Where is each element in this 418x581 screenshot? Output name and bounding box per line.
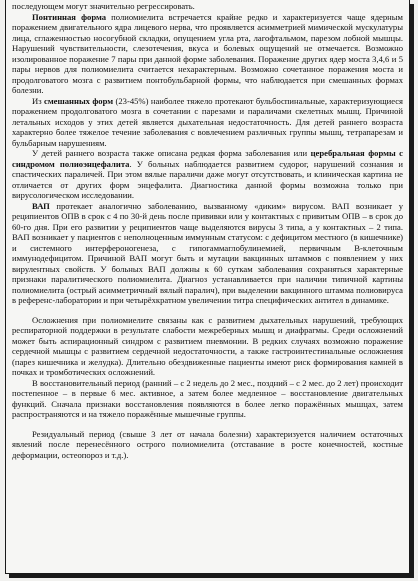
paragraph-recovery-period: В восстановительный период (ранний – с 2 недель до 2 мес., поздний – с 2 мес. до 2 лет) происходит постепенное – в первые 6 мес. активное, а затем более медленное – восстановление двигательных функций. Сначала признаки восстановления появляются в более легко поражённых мышцах, затем распространяются и на тяжело поражённые мышечные группы. — [12, 377, 403, 419]
paragraph-cerebral-form: У детей раннего возраста также описана редкая форма заболевания или церебральная формы с синдромом полиоэнцефалита. У больных наблюдается развитием судорог, нарушений сознания и спастических параличей. При этом вялые параличи даже могут отсутствовать, и клиническая картина не отличается от других форм энцефалита. Диагностика данной формы возможна только при вирусологическом исследовании. — [12, 148, 404, 200]
paragraph-mixed-forms: Из смешанных форм (23-45%) наиболее тяжело протекают бульбоспинальные, характеризующиеся поражением продолговатого мозга в сочетании с парезами и параличами скелетных мышц. Причиной летальных исходов у этих детей является дыхательная недостаточность. Для детей раннего возраста характерно более тяжелое течение заболевания с вовлечением различных группы мышц, тетрапарезам и бульбарным нарушениям. — [12, 95, 403, 148]
paragraph-intro: последующем могут значительно регрессировать. — [12, 1, 195, 11]
paragraph-pontine-form: Понтинная форма полиомиелита встречается крайне редко и характеризуется чаще ядерным поражением двигательного ядра лицевого нерва, что проявляется асимметрией мимической мускулатуры лица, сглаженностью носогубной складки, опущением угла рта, лагофтальмом, парезом лобной мышцы. Нарушений чувствительности, слезотечения, вкуса и болевых ощущений не отмечается. Возможно изолированное поражение 7 пары при данной форме заболевания. Поражение других ядер моста 3,4,6 и 5 пары нервов для полиомиелита считается нехарактерным. Возможно сочетанное поражения моста и продолговатого мозга с развитием понтобульбарной формы, что наблюдается при смешанных формах болезни. — [12, 11, 403, 95]
page-shadow-right — [410, 4, 414, 578]
paragraph-vap: ВАП протекает аналогично заболеванию, вызванному «диким» вирусом. ВАП возникает у реципиентов ОПВ в срок с 4 по 30-й день после прививки или у контактных с привитым ОПВ – в срок до 60-го дня. При его развитии у реципиентов чаще выделяются вирусы 3 типа, а у контактных – 2 типа. ВАП возникает у пациентов с неполноценным иммунным статусом: с дефицитом местного (в кишечнике) и системного интерфероногенеза, с гипогаммаглобулинемией, первичным В-клеточным иммунодефицитом. Причиной ВАП могут быть и мутации вакцинных штаммов с появлением у них вирулентных свойств. У больных ВАП должны к 60 суткам заболевания сохраняться характерные признаки паралитического полиомиелита. Диагноз устанавливается при наличии типичной картины полиомиелита (острый асимметричный вялый паралич), при выделении вакцинного штамма полиовируса в референс-лаборатории и при четырёхкратном увеличении титра специфических антител в динамике. — [12, 200, 403, 305]
paragraph-residual-period: Резидуальный период (свыше 3 лет от начала болезни) характеризуется наличием остаточных явлений после перенесённого острого полиомиелита (отставание в росте конечностей, костные деформации, остеопороз и т.д.). — [12, 428, 403, 460]
term-cerebral-form: церебральная формы с синдромом полиоэнцефалита — [12, 148, 404, 169]
term-mixed-forms: смешанных форм — [44, 95, 114, 106]
paragraph-complications: Осложнения при полиомиелите связаны как с развитием дыхательных нарушений, требующих респираторной поддержки в результате слабости межреберных мышц и диафрагмы. Среди осложнений может быть аспирационный синдром с развитием пневмонии. В редких случаях возможно поражение сердечной мышцы с развитием сердечной недостаточности, а также гастроинтестинальные осложнения (парез кишечника и желудка). Длительно обездвиженные пациенты имеют риск формирования камней в почках и тромботических осложнений. — [12, 314, 403, 377]
document-page — [5, 0, 410, 574]
term-vap: ВАП — [32, 200, 50, 211]
page-shadow-bottom — [9, 574, 414, 578]
term-pontine-form: Понтинная форма — [32, 11, 107, 22]
